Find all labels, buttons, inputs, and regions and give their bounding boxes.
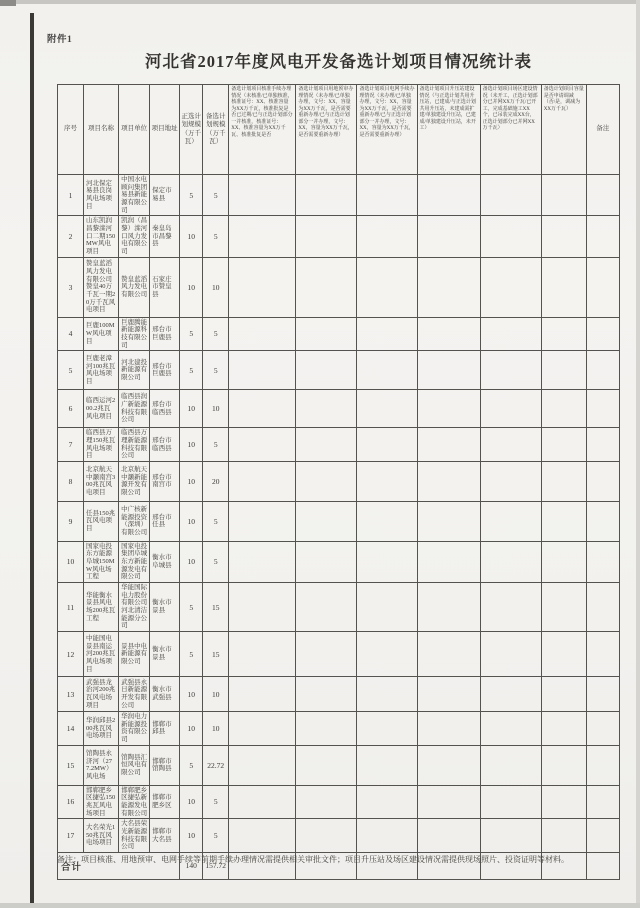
table-row <box>58 785 620 819</box>
table-row <box>58 819 620 853</box>
empty-cell <box>229 317 296 351</box>
primary-scale: 10 <box>180 390 203 428</box>
empty-cell <box>229 785 296 819</box>
column-header-project-unit: 项目单位 <box>119 85 150 175</box>
empty-cell <box>417 712 480 746</box>
project-name: 华能衡水景县风电场200兆瓦工程 <box>84 583 119 632</box>
empty-cell <box>229 819 296 853</box>
empty-cell <box>480 785 541 819</box>
empty-cell <box>541 216 586 257</box>
table-row <box>58 175 620 216</box>
alternate-scale: 15 <box>203 583 229 632</box>
alternate-scale: 5 <box>203 819 229 853</box>
attachment-label: 附件1 <box>47 35 73 45</box>
project-unit: 河北建投新能源有限公司 <box>119 351 150 390</box>
empty-cell <box>296 390 357 428</box>
primary-scale: 10 <box>180 785 203 819</box>
column-header-project-address: 项目地址 <box>150 85 180 175</box>
primary-scale: 10 <box>180 819 203 853</box>
empty-cell <box>480 351 541 390</box>
empty-cell <box>296 501 357 541</box>
alternate-scale: 15 <box>203 632 229 677</box>
project-address: 邢台市巨鹿县 <box>150 351 180 390</box>
primary-scale: 10 <box>180 216 203 257</box>
empty-cell <box>417 175 480 216</box>
empty-cell <box>586 745 619 785</box>
table-row <box>58 541 620 582</box>
empty-cell <box>586 428 619 462</box>
page-title: 河北省2017年度风电开发备选计划项目情况统计表 <box>145 52 532 71</box>
empty-cell <box>586 632 619 677</box>
alternate-scale: 10 <box>203 390 229 428</box>
alternate-scale: 10 <box>203 677 229 712</box>
alternate-scale: 10 <box>203 257 229 317</box>
project-name: 大名荣光150兆瓦风电场项目 <box>84 819 119 853</box>
project-address: 邯郸市大名县 <box>150 819 180 853</box>
project-unit: 馆陶县汇恒风电有限公司 <box>119 745 150 785</box>
empty-cell <box>357 175 417 216</box>
project-address: 衡水市武强县 <box>150 677 180 712</box>
empty-cell <box>586 317 619 351</box>
column-header-primary-scale: 正选计划规模（万千瓦） <box>180 85 203 175</box>
project-address: 衡水市阜城县 <box>150 541 180 582</box>
column-header-capacity-reduction: 备选计划项目容量是否申请调减（否/是，调减为XX万千瓦） <box>541 85 586 175</box>
empty-cell <box>586 257 619 317</box>
project-unit: 景县中电新能源有限公司 <box>119 632 150 677</box>
total-alternate-scale: 157.72 <box>203 852 229 879</box>
primary-scale: 5 <box>180 351 203 390</box>
empty-cell <box>357 583 417 632</box>
column-header-land-preapproval-status: 备选计划项目用地预审办理情况（未办理/已单独办理，文号：XX，容量为XX万千瓦，是否需要重新办理/已与正选计划部分一并办理，文号：XX，容量为XX万千瓦，是否需要重新办理） <box>296 85 357 175</box>
project-unit: 武强县永日新能源开发有限公司 <box>119 677 150 712</box>
project-name: 馆陶县永济河（277.2MW）风电场 <box>84 745 119 785</box>
empty-cell <box>480 175 541 216</box>
empty-cell <box>480 501 541 541</box>
empty-cell <box>586 351 619 390</box>
empty-cell <box>586 501 619 541</box>
row-seq: 15 <box>58 745 84 785</box>
primary-scale: 10 <box>180 541 203 582</box>
empty-cell <box>541 541 586 582</box>
project-name: 邯郸肥乡区捷弘150兆瓦风电场项目 <box>84 785 119 819</box>
empty-cell <box>357 541 417 582</box>
project-name: 临西县万理150兆瓦风电场项目 <box>84 428 119 462</box>
primary-scale: 5 <box>180 583 203 632</box>
empty-cell <box>541 677 586 712</box>
empty-cell <box>296 175 357 216</box>
project-address: 邯郸市邱县 <box>150 712 180 746</box>
empty-cell <box>357 317 417 351</box>
project-name: 国家电投东方能源阜城150MW风电场工程 <box>84 541 119 582</box>
alternate-scale: 10 <box>203 712 229 746</box>
empty-cell <box>586 461 619 501</box>
project-name: 巨鹿老漳河100兆瓦风电场项目 <box>84 351 119 390</box>
alternate-scale: 5 <box>203 541 229 582</box>
table-row <box>58 712 620 746</box>
project-name: 武强县龙治河200兆瓦风电场项目 <box>84 677 119 712</box>
empty-cell <box>480 632 541 677</box>
empty-cell <box>417 216 480 257</box>
empty-cell <box>357 501 417 541</box>
table-row <box>58 390 620 428</box>
column-header-remarks: 备注 <box>586 85 619 175</box>
alternate-scale: 20 <box>203 461 229 501</box>
row-seq: 12 <box>58 632 84 677</box>
empty-cell <box>296 317 357 351</box>
alternate-scale: 5 <box>203 175 229 216</box>
empty-cell <box>586 785 619 819</box>
primary-scale: 5 <box>180 317 203 351</box>
empty-cell <box>296 428 357 462</box>
empty-cell <box>480 216 541 257</box>
row-seq: 10 <box>58 541 84 582</box>
project-name: 河北保定易县良岗风电场项目 <box>84 175 119 216</box>
project-address: 邢台市巨鹿县 <box>150 317 180 351</box>
project-name: 任县150兆瓦风电项目 <box>84 501 119 541</box>
empty-cell <box>229 712 296 746</box>
empty-cell <box>541 583 586 632</box>
project-address: 衡水市景县 <box>150 632 180 677</box>
project-address: 邢台市临西县 <box>150 428 180 462</box>
empty-cell <box>296 583 357 632</box>
empty-cell <box>357 351 417 390</box>
empty-cell <box>357 461 417 501</box>
alternate-scale: 5 <box>203 351 229 390</box>
empty-cell <box>357 428 417 462</box>
project-unit: 国家电投集团阜城东方新能源发电有限公司 <box>119 541 150 582</box>
empty-cell <box>417 257 480 317</box>
empty-cell <box>357 819 417 853</box>
empty-cell <box>417 501 480 541</box>
empty-cell <box>229 501 296 541</box>
empty-cell <box>229 541 296 582</box>
column-header-site-construction-status: 备选计划项目场区建设情况（未开工，正选计划部分已并网XX万千瓦/已开工，完成基础施工XX个，已吊装完成XX台，正选计划部分已并网XX万千瓦） <box>480 85 541 175</box>
column-header-alternate-scale: 备选计划规模（万千瓦） <box>203 85 229 175</box>
column-header-seq: 序号 <box>58 85 84 175</box>
empty-cell <box>229 745 296 785</box>
empty-cell <box>480 257 541 317</box>
project-address: 保定市易县 <box>150 175 180 216</box>
empty-cell <box>357 257 417 317</box>
total-label: 合计 <box>58 852 180 879</box>
project-address: 邢台市南宫市 <box>150 461 180 501</box>
empty-cell <box>541 819 586 853</box>
empty-cell <box>296 216 357 257</box>
table-row <box>58 257 620 317</box>
row-seq: 4 <box>58 317 84 351</box>
project-name: 赞皇蓝滔风力发电有限公司赞皇40万千瓦一期20万千瓦风电项目 <box>84 257 119 317</box>
scan-right-edge <box>636 0 640 908</box>
row-seq: 9 <box>58 501 84 541</box>
project-name: 山东凯润昌黎滦河口二期150MW风电项目 <box>84 216 119 257</box>
empty-cell <box>586 175 619 216</box>
primary-scale: 5 <box>180 745 203 785</box>
project-address: 邯郸市肥乡区 <box>150 785 180 819</box>
empty-cell <box>541 712 586 746</box>
project-unit: 赞皇蓝滔风力发电有限公司 <box>119 257 150 317</box>
footer-note: 备注：项目核准、用地预审、电网手续等前期手续办理情况需提供相关审批文件；项目升压站及场区建设情况需提供现场照片、投资证明等材料。 <box>57 855 569 864</box>
empty-cell <box>229 175 296 216</box>
scan-corner-mark <box>0 0 16 6</box>
table-row <box>58 351 620 390</box>
table-row <box>58 745 620 785</box>
empty-cell <box>480 317 541 351</box>
empty-cell <box>417 745 480 785</box>
empty-cell <box>541 745 586 785</box>
empty-cell <box>417 317 480 351</box>
row-seq: 8 <box>58 461 84 501</box>
scan-top-edge <box>0 0 640 4</box>
projects-table <box>57 84 620 880</box>
empty-cell <box>357 712 417 746</box>
primary-scale: 5 <box>180 632 203 677</box>
empty-cell <box>586 819 619 853</box>
project-address: 邢台市任县 <box>150 501 180 541</box>
primary-scale: 10 <box>180 257 203 317</box>
empty-cell <box>357 785 417 819</box>
project-address: 邯郸市馆陶县 <box>150 745 180 785</box>
table-row <box>58 501 620 541</box>
empty-cell <box>296 785 357 819</box>
column-header-substation-status: 备选计划项目升压站建设情况（与正选计划共用升压站，已建成/与正选计划共用升压站，未建成需扩建/单独建设升压站，已建成/单独建设升压站，未开工） <box>417 85 480 175</box>
table-row <box>58 428 620 462</box>
table-row <box>58 216 620 257</box>
empty-cell <box>541 351 586 390</box>
empty-cell <box>480 541 541 582</box>
row-seq: 1 <box>58 175 84 216</box>
empty-cell <box>541 390 586 428</box>
column-header-grid-procedure-status: 备选计划项目电网手续办理情况（未办理/已单独办理，文号：XX，容量为XX万千瓦，是否需要重新办理/已与正选计划部分一并办理，文号：XX，容量为XX万千瓦，是否需要重新办理） <box>357 85 417 175</box>
project-address: 石家庄市赞皇县 <box>150 257 180 317</box>
empty-cell <box>480 461 541 501</box>
table-row <box>58 677 620 712</box>
table-row <box>58 317 620 351</box>
alternate-scale: 5 <box>203 428 229 462</box>
empty-cell <box>480 428 541 462</box>
row-seq: 13 <box>58 677 84 712</box>
empty-cell <box>229 351 296 390</box>
project-unit: 大名县荣光新能源科技有限公司 <box>119 819 150 853</box>
alternate-scale: 5 <box>203 216 229 257</box>
empty-cell <box>417 677 480 712</box>
empty-cell <box>296 257 357 317</box>
project-unit: 华润电力新能源投资有限公司 <box>119 712 150 746</box>
project-unit: 中国水电顾问集团易县新能源有限公司 <box>119 175 150 216</box>
column-header-project-name: 项目名称 <box>84 85 119 175</box>
empty-cell <box>480 677 541 712</box>
primary-scale: 10 <box>180 501 203 541</box>
empty-cell <box>357 390 417 428</box>
row-seq: 17 <box>58 819 84 853</box>
empty-cell <box>586 216 619 257</box>
project-name: 华润邱县200兆瓦风电场项目 <box>84 712 119 746</box>
project-name: 北京航天中灏南宫300兆瓦风电项目 <box>84 461 119 501</box>
empty-cell <box>480 390 541 428</box>
row-seq: 7 <box>58 428 84 462</box>
row-seq: 2 <box>58 216 84 257</box>
empty-cell <box>417 428 480 462</box>
empty-cell <box>586 583 619 632</box>
empty-cell <box>357 745 417 785</box>
primary-scale: 10 <box>180 461 203 501</box>
scan-left-fold-line <box>30 13 34 908</box>
row-seq: 3 <box>58 257 84 317</box>
empty-cell <box>296 632 357 677</box>
empty-cell <box>229 677 296 712</box>
empty-cell <box>229 583 296 632</box>
alternate-scale: 5 <box>203 785 229 819</box>
header-row <box>58 85 620 175</box>
alternate-scale: 22.72 <box>203 745 229 785</box>
empty-cell <box>296 541 357 582</box>
table-row <box>58 461 620 501</box>
total-primary-scale: 140 <box>180 852 203 879</box>
alternate-scale: 5 <box>203 317 229 351</box>
empty-cell <box>541 461 586 501</box>
empty-cell <box>541 317 586 351</box>
empty-cell <box>357 632 417 677</box>
project-name: 巨鹿100MW风电项目 <box>84 317 119 351</box>
empty-cell <box>296 677 357 712</box>
project-name: 临西运河200.2兆瓦风电项目 <box>84 390 119 428</box>
empty-cell <box>417 461 480 501</box>
empty-cell <box>480 745 541 785</box>
empty-cell <box>586 390 619 428</box>
empty-cell <box>296 712 357 746</box>
alternate-scale: 5 <box>203 501 229 541</box>
empty-cell <box>480 819 541 853</box>
project-unit: 北京航天中灏新能源开发有限公司 <box>119 461 150 501</box>
column-header-approval-status: 备选计划项目核准手续办理情况（未核准/已单独核准，核准证号：XX、核准容量为XX万千瓦，核准批复是否已过期/已与正选计划部分一并核准，核准证号：XX、核准容量为XX万千瓦、核准批复是否 <box>229 85 296 175</box>
project-name: 中能国电景县南运河200兆瓦风电场项目 <box>84 632 119 677</box>
empty-cell <box>586 677 619 712</box>
row-seq: 11 <box>58 583 84 632</box>
empty-cell <box>417 351 480 390</box>
row-seq: 16 <box>58 785 84 819</box>
primary-scale: 10 <box>180 712 203 746</box>
empty-cell <box>296 351 357 390</box>
project-unit: 凯润（昌黎）滦河口风力发电有限公司 <box>119 216 150 257</box>
row-seq: 5 <box>58 351 84 390</box>
project-unit: 巨鹿腾能新能源科技有限公司 <box>119 317 150 351</box>
primary-scale: 10 <box>180 677 203 712</box>
project-address: 衡水市景县 <box>150 583 180 632</box>
empty-cell <box>229 461 296 501</box>
empty-cell <box>417 819 480 853</box>
project-unit: 华能国际电力股份有限公司河北清洁能源分公司 <box>119 583 150 632</box>
row-seq: 14 <box>58 712 84 746</box>
project-unit: 邯郸肥乡区捷弘新能源发电有限公司 <box>119 785 150 819</box>
empty-cell <box>417 785 480 819</box>
empty-cell <box>296 461 357 501</box>
empty-cell <box>229 390 296 428</box>
empty-cell <box>541 175 586 216</box>
empty-cell <box>480 583 541 632</box>
empty-cell <box>417 583 480 632</box>
empty-cell <box>417 632 480 677</box>
table-row <box>58 583 620 632</box>
empty-cell <box>480 712 541 746</box>
project-unit: 临西县万理新能源科技有限公司 <box>119 428 150 462</box>
empty-cell <box>586 712 619 746</box>
project-address: 邢台市临西县 <box>150 390 180 428</box>
empty-cell <box>229 632 296 677</box>
empty-cell <box>541 257 586 317</box>
empty-cell <box>357 216 417 257</box>
empty-cell <box>541 501 586 541</box>
primary-scale: 5 <box>180 175 203 216</box>
empty-cell <box>357 677 417 712</box>
empty-cell <box>541 632 586 677</box>
empty-cell <box>541 428 586 462</box>
empty-cell <box>296 819 357 853</box>
empty-cell <box>541 785 586 819</box>
project-address: 秦皇岛市昌黎县 <box>150 216 180 257</box>
project-unit: 临西县润广新能源科技有限公司 <box>119 390 150 428</box>
primary-scale: 10 <box>180 428 203 462</box>
empty-cell <box>229 216 296 257</box>
project-unit: 中广核新能源投资（深圳）有限公司 <box>119 501 150 541</box>
empty-cell <box>586 541 619 582</box>
empty-cell <box>229 428 296 462</box>
empty-cell <box>417 390 480 428</box>
table-row <box>58 632 620 677</box>
empty-cell <box>229 257 296 317</box>
scan-bottom-edge <box>0 903 640 908</box>
row-seq: 6 <box>58 390 84 428</box>
empty-cell <box>417 541 480 582</box>
empty-cell <box>296 745 357 785</box>
